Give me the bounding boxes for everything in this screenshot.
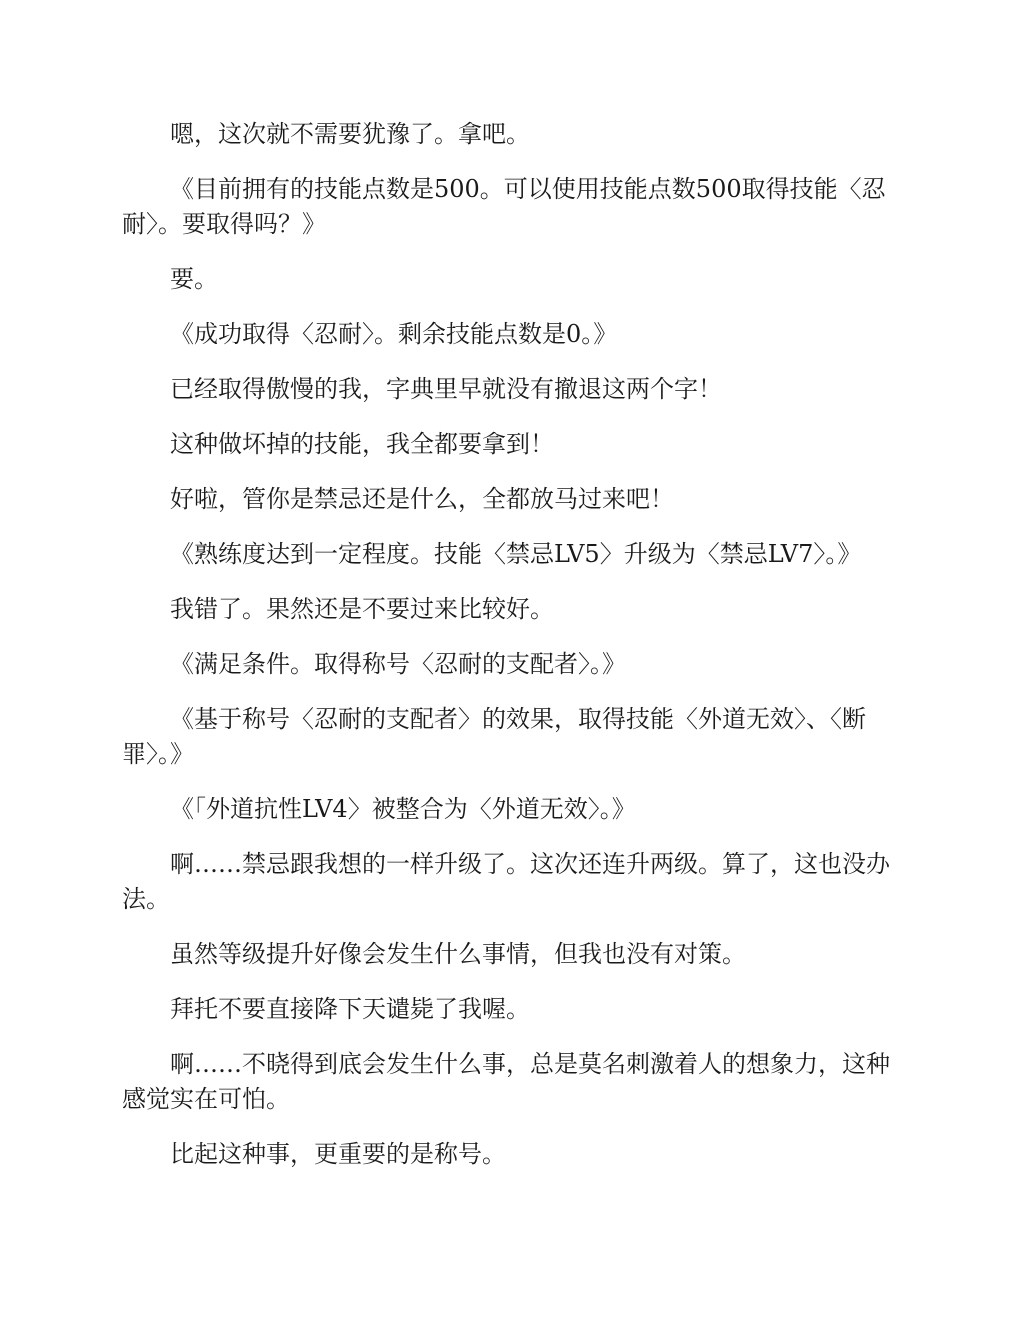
paragraph: 《满足条件。取得称号〈忍耐的支配者〉。》: [170, 650, 626, 678]
paragraph: 嗯，这次就不需要犹豫了。拿吧。: [170, 120, 530, 148]
paragraph: 啊……禁忌跟我想的一样升级了。这次还连升两级。算了，这也没办法。: [122, 850, 890, 913]
paragraph: 拜托不要直接降下天谴毙了我喔。: [170, 995, 530, 1023]
paragraph: 《「外道抗性LV4〉被整合为〈外道无效〉。》: [170, 795, 636, 823]
paragraph: 《目前拥有的技能点数是500。可以使用技能点数500取得技能〈忍耐〉。要取得吗？》: [122, 175, 886, 238]
paragraph: 《基于称号〈忍耐的支配者〉的效果，取得技能〈外道无效〉、〈断罪〉。》: [122, 705, 866, 768]
document-body: [122, 117, 898, 1192]
paragraph: 这种做坏掉的技能，我全都要拿到！: [170, 430, 554, 458]
paragraph: 已经取得傲慢的我，字典里早就没有撤退这两个字！: [170, 375, 722, 403]
paragraph: 啊……不晓得到底会发生什么事，总是莫名刺激着人的想象力，这种感觉实在可怕。: [122, 1050, 890, 1113]
paragraph: 要。: [170, 265, 218, 293]
paragraph: 《成功取得〈忍耐〉。剩余技能点数是0。》: [170, 320, 618, 348]
paragraph: 好啦，管你是禁忌还是什么，全都放马过来吧！: [170, 485, 674, 513]
paragraph: 《熟练度达到一定程度。技能〈禁忌LV5〉升级为〈禁忌LV7〉。》: [170, 540, 862, 568]
paragraph: 比起这种事，更重要的是称号。: [170, 1140, 506, 1168]
paragraph: 虽然等级提升好像会发生什么事情，但我也没有对策。: [170, 940, 746, 968]
paragraph: 我错了。果然还是不要过来比较好。: [170, 595, 554, 623]
